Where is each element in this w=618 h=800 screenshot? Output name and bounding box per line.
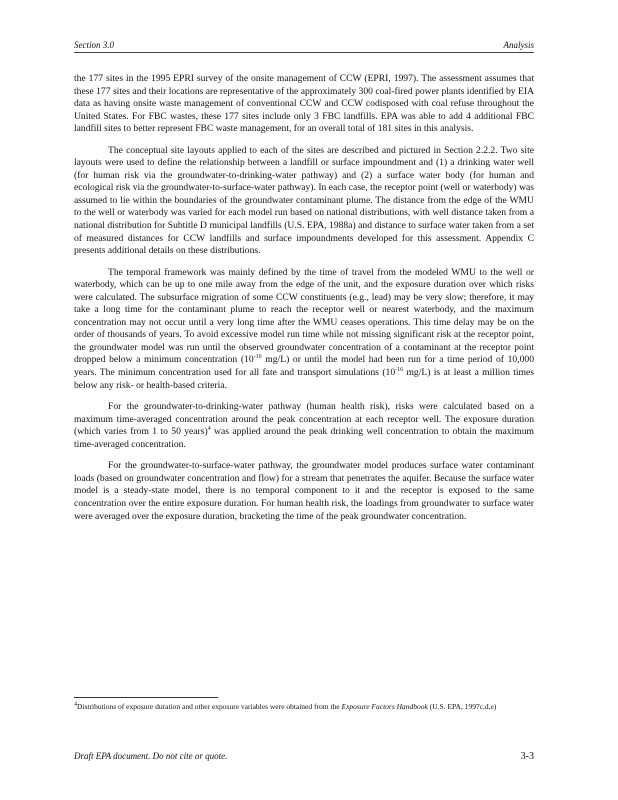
paragraph-5: For the groundwater-to-surface-water pathway, the groundwater model produces surface water contaminant loads (based on groundwater concentration and flow) for a stream that penetrates the aquifer. Because the surface water model is a steady-state model, there is no temporal component to it and the receptor is exposed to the same concentration over the entire exposure duration. For human health risk, the loadings from groundwater to surface water were averaged over the exposure duration, bracketing the time of the peak groundwater concentration. xyxy=(74,460,534,522)
footnote-mark: 4 xyxy=(74,701,77,708)
footnote xyxy=(74,701,534,712)
footnote-divider xyxy=(74,697,218,698)
paragraph-4-part-b: was applied around the peak drinking well concentration to obtain the maximum time-averaged concentration. xyxy=(74,426,534,450)
exponent-2: -16 xyxy=(395,366,404,373)
footnote-text-b: (U.S. EPA, 1997c,d,e) xyxy=(427,702,497,711)
page-number: 3-3 xyxy=(520,751,534,762)
running-header xyxy=(74,38,534,53)
paragraph-3 xyxy=(74,267,534,392)
paragraph-1: the 177 sites in the 1995 EPRI survey of the onsite management of CCW (EPRI, 1997). The assessment assumes that these 177 sites and their locations are representative of the approximately 300 coal-fired power plants identified by EIA data as having onsite waste management of conventional CCW and CCW codisposed with coal refuse throughout the United States. For FBC wastes, these 177 sites include only 3 FBC landfills. EPA was able to add 4 additional FBC landfill sites to better represent FBC waste management, for an overall total of 181 sites in this analysis. xyxy=(74,73,534,135)
footnote-ref: 4 xyxy=(207,426,211,433)
paragraph-4 xyxy=(74,401,534,451)
footnote-handbook-title: Exposure Factors Handbook xyxy=(341,702,428,711)
footer-draft-notice: Draft EPA document. Do not cite or quote. xyxy=(74,751,228,761)
header-title: Analysis xyxy=(503,40,534,50)
body-text xyxy=(74,73,534,532)
paragraph-4-part-a: For the groundwater-to-drinking-water pathway (human health risk), risks were calculated based on a maximum time-averaged concentration around the peak concentration at each receptor well. The exposure duration (which varies from 1 to 50 years) xyxy=(74,401,534,438)
footnote-text-a: Distributions of exposure duration and other exposure variables were obtained from the xyxy=(77,702,342,711)
paragraph-3-part-c: mg/L) is at least a million times below any risk- or health-based criteria. xyxy=(74,367,534,391)
paragraph-3-part-b: mg/L) or until the model had been run for a time period of 10,000 years. The minimum concentration used for all fate and transport simulations (10 xyxy=(74,354,534,379)
exponent-1: -16 xyxy=(253,354,262,361)
paragraph-2: The conceptual site layouts applied to each of the sites are described and pictured in Section 2.2.2. Two site layouts were used to define the relationship between a landfill or surface impoundment and (1) a drinking water well (for human risk via the groundwater-to-drinking-water pathway) and (2) a surface water body (for human and ecological risk via the groundwater-to-surface-water pathway). In each case, the receptor point (well or waterbody) was assumed to lie within the boundaries of the groundwater contaminant plume. The distance from the edge of the WMU to the well or waterbody was varied for each model run based on national distributions, with well distance taken from a national distribution for Subtitle D municipal landfills (U.S. EPA, 1988a) and distance to surface water taken from a set of measured distances for CCW landfills and surface impoundments developed for this assessment. Appendix C presents additional details on these distributions. xyxy=(74,144,534,257)
paragraph-3-part-a: The temporal framework was mainly defined by the time of travel from the modeled WMU to the well or waterbody, which can be up to one mile away from the edge of the unit, and the exposure duration over which risks were calculated. The subsurface migration of some CCW constituents (e.g., lead) may be very slow; therefore, it may take a long time for the contaminant plume to reach the receptor well or nearest waterbody, and the maximum concentration may not occur until a very long time after the WMU ceases operations. This time delay may be on the order of thousands of years. To avoid excessive model run time while not missing significant risk at the receptor point, the groundwater model was run until the observed groundwater concentration of a contaminant at the receptor point dropped below a minimum concentration (10 xyxy=(74,266,534,366)
header-section: Section 3.0 xyxy=(74,40,114,50)
